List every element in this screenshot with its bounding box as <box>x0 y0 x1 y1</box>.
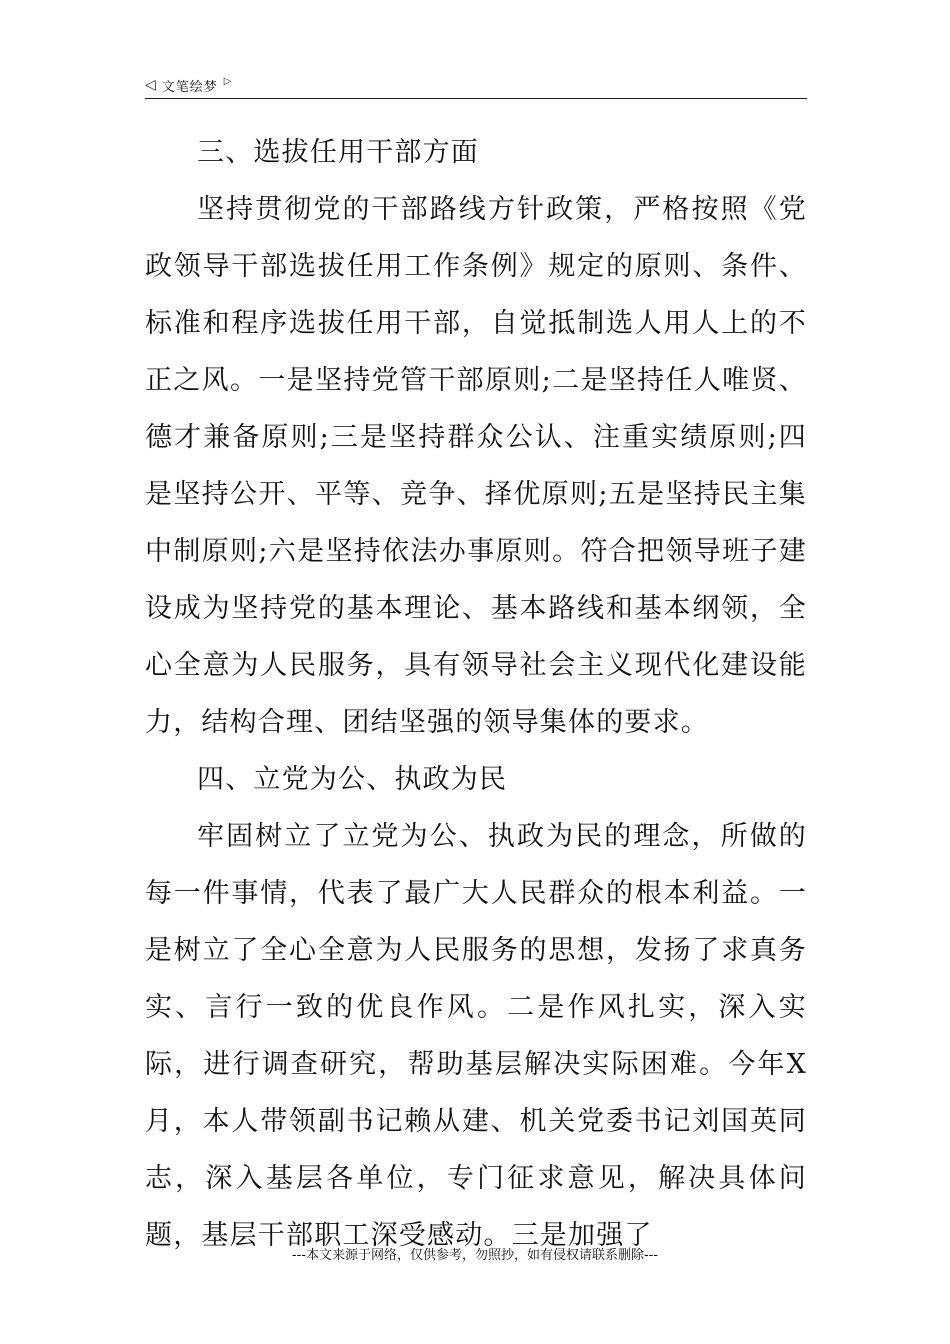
section-heading-3: 三、选拔任用干部方面 <box>197 137 479 168</box>
page-header <box>145 72 807 99</box>
triangle-right-icon: ▷ <box>223 76 232 87</box>
section-heading-4: 四、立党为公、执政为民 <box>197 764 508 795</box>
document-body <box>145 124 807 1264</box>
section-body-4: 牢固树立了立党为公、执政为民的理念，所做的每一件事情，代表了最广大人民群众的根本利益。一是树立了全心全意为人民服务的思想，发扬了求真务实、言行一致的优良作风。二是作风扎实，深入实际，进行调查研究，帮助基层解决实际困难。今年X月，本人带领副书记赖从建、机关党委书记刘国英同志，深入基层各单位，专门征求意见，解决具体问题，基层干部职工深受感动。三是加强了 <box>145 821 807 1251</box>
footer-notice: ---本文来源于网络，仅供参考，勿照抄，如有侵权请联系删除--- <box>291 1248 659 1263</box>
section-body-3: 坚持贯彻党的干部路线方针政策，严格按照《党政领导干部选拔任用工作条例》规定的原则、条件、标准和程序选拔任用干部，自觉抵制选人用人上的不正之风。一是坚持党管干部原则;二是坚持任人唯贤、德才兼备原则;三是坚持群众公认、注重实绩原则;四是坚持公开、平等、竞争、择优原则;五是坚持民主集中制原则;六是坚持依法办事原则。符合把领导班子建设成为坚持党的基本理论、基本路线和基本纲领，全心全意为人民服务，具有领导社会主义现代化建设能力，结构合理、团结坚强的领导集体的要求。 <box>145 194 807 738</box>
header-brand: 文笔绘梦 <box>161 79 218 95</box>
triangle-left-icon: ◁ <box>145 77 156 93</box>
